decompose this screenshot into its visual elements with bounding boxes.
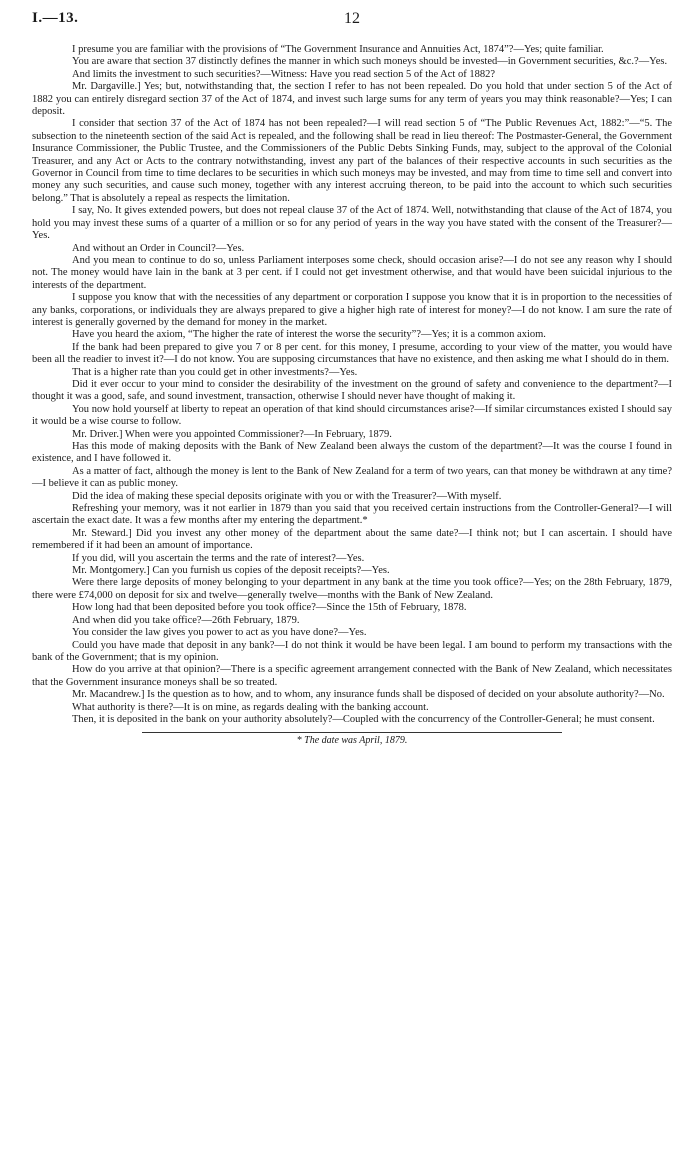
paragraph: Then, it is deposited in the bank on your authority absolutely?—Coupled with the concurrency of the Controller-General; he must consent.	[72, 713, 655, 725]
paragraph: I suppose you know that with the necessities of any department or corporation I suppose you know that it is in proportion to the necessities of any banks, corporations, or individuals they are always prepared to give a higher high rate of interest for money?—I do not know. I am sure the rate of interest is generally governed by the demand for money in the market.	[32, 292, 672, 328]
paragraph: What authority is there?—It is on mine, as regards dealing with the banking account.	[72, 701, 429, 713]
paragraph: Could you have made that deposit in any bank?—I do not think it would be have been legal. I am bound to perform my transactions with the bank of the Government; that is my opinion.	[32, 639, 672, 663]
paragraph: Has this mode of making deposits with the Bank of New Zealand been always the custom of the department?—It was the course I found in existence, and I have followed it.	[32, 441, 672, 465]
paragraph: You consider the law gives you power to act as you have done?—Yes.	[72, 627, 367, 639]
paragraph: If you did, will you ascertain the terms and the rate of interest?—Yes.	[72, 552, 365, 564]
paragraph: If the bank had been prepared to give you 7 or 8 per cent. for this money, I presume, according to your view of the matter, you would have been all the readier to invest it?—I do not know. You are supposing circumstances that have no existence, and then asking me what I should do in them.	[32, 341, 672, 366]
paragraph: That is a higher rate than you could get in other investments?—Yes.	[72, 366, 358, 378]
paragraph: I say, No. It gives extended powers, but does not repeal clause 37 of the Act of 1874. Well, notwithstanding that clause of the Act of 1874, you hold you may invest these sums of a quarter of a million or so for any period of years in the way you have stated with the consent of the Treasurer?—Yes.	[32, 205, 672, 242]
paragraph: And without an Order in Council?—Yes.	[72, 242, 245, 254]
paragraph: I consider that section 37 of the Act of 1874 has not been repealed?—I will read section 5 of “The Public Revenues Act, 1882:”—“5. The subsection to the nineteenth section of the said Act is repealed, and the following shall be read in lieu thereof: The Postmaster-General, the Government Insurance Commissioner, the Public Trustee, and the Commissioners of the Public Debts Sinking Funds, may, subject to the approval of the Colonial Treasurer, and any Act or Acts to the contrary notwithstanding, invest any part of the balances of their respective accounts in such securities as the Governor in Council from time to time declares to be securities in which such moneys may be invested, and may from time to time sell and convert into money any such securities, and cause such money, together with any interest accruing thereon, to be paid into the account to which such securities belong.” That is absolutely a repeal as respects the limitation.	[32, 118, 672, 204]
paragraph: I presume you are familiar with the provisions of “The Government Insurance and Annuities Act, 1874”?—Yes; quite familiar.	[72, 44, 604, 55]
paragraph: And when did you take office?—26th February, 1879.	[72, 614, 300, 626]
paragraph: As a matter of fact, although the money is lent to the Bank of New Zealand for a term of two years, can that money be withdrawn at any time?—I believe it can as public money.	[32, 465, 672, 490]
paragraph: How do you arrive at that opinion?—There is a specific agreement arrangement connected with the Bank of New Zealand, which necessitates that the Government insurance moneys shall be so treated.	[32, 664, 672, 688]
page-number: 12	[344, 10, 360, 27]
footnote-divider	[142, 732, 562, 733]
paragraph: Mr. Macandrew.] Is the question as to how, and to whom, any insurance funds shall be disposed of decided on your absolute authority?—No.	[72, 689, 665, 701]
paragraph: Mr. Dargaville.] Yes; but, notwithstanding that, the section I refer to has not been repealed. Do you hold that under section 5 of the Act of 1882 you can entirely disregard section 37 of the Act of 1874, and invest such large sums for any term of years you may think reasonable?—Yes; I can deposit.	[32, 81, 672, 118]
paragraph: You are aware that section 37 distinctly defines the manner in which such moneys should be invested—in Government securities, &c.?—Yes.	[72, 56, 668, 68]
document-reference: I.—13.	[32, 10, 79, 26]
paragraph: And you mean to continue to do so, unless Parliament interposes some check, should occasion arise?—I do not see any reason why I should not. The money would have lain in the bank at 3 per cent. if I could not get investment otherwise, and that would have been suicidal injurious to the interests of the department.	[32, 254, 672, 291]
paragraph: Mr. Driver.] When were you appointed Commissioner?—In February, 1879.	[72, 428, 392, 440]
footnote: * The date was April, 1879.	[296, 735, 408, 747]
paragraph: You now hold yourself at liberty to repeat an operation of that kind should circumstances arise?—If similar circumstances existed I should say it would be a wise course to follow.	[32, 403, 672, 428]
paragraph: And limits the investment to such securities?—Witness: Have you read section 5 of the Act of 1882?	[72, 68, 495, 80]
paragraph: Did the idea of making these special deposits originate with you or with the Treasurer?—With myself.	[72, 490, 502, 502]
paragraph: Mr. Steward.] Did you invest any other money of the department about the same date?—I think not; but I can ascertain. I should have remembered if it had been an amount of importance.	[32, 527, 672, 552]
paragraph: Did it ever occur to your mind to consider the desirability of the investment on the ground of safety and convenience to the department?—I thought it was a good, safe, and sound investment, transaction, otherwise I should never have thought of making it.	[32, 378, 672, 403]
paragraph: Have you heard the axiom, “The higher the rate of interest the worse the security”?—Yes; it is a common axiom.	[72, 329, 546, 341]
page-header	[32, 10, 672, 34]
paragraph: Were there large deposits of money belonging to your department in any bank at the time you took office?—Yes; on the 28th February, 1879, there were £74,000 on deposit for six and twelve—generally twelve—months with the Bank of New Zealand.	[32, 577, 672, 601]
paragraph: Refreshing your memory, was it not earlier in 1879 than you said that you received certain instructions from the Controller-General?—I will ascertain the exact date. It was a few months after my entering the department.*	[32, 503, 672, 527]
paragraph: How long had that been deposited before you took office?—Since the 15th of February, 1878.	[72, 602, 467, 614]
body-text	[32, 44, 672, 726]
paragraph: Mr. Montgomery.] Can you furnish us copies of the deposit receipts?—Yes.	[72, 565, 390, 577]
